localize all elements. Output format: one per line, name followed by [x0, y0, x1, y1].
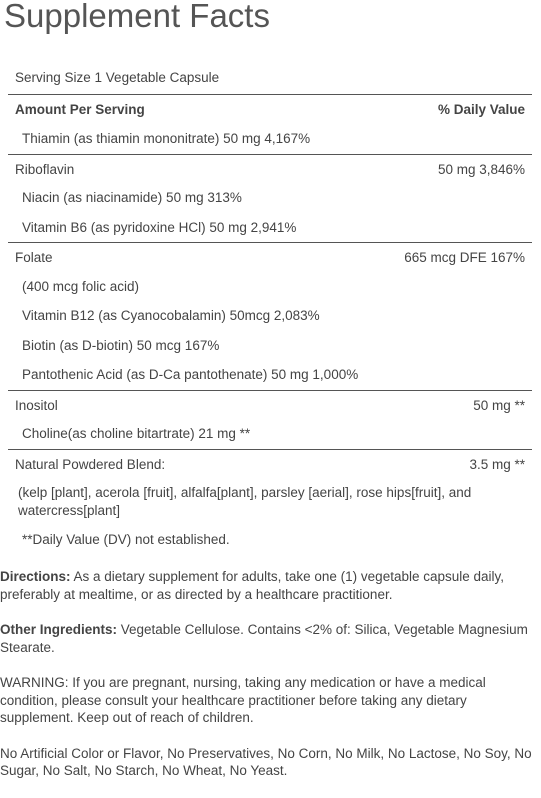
page-title: Supplement Facts [4, 0, 270, 34]
table-row-inositol [8, 390, 532, 420]
free-from: No Artificial Color or Flavor, No Preservatives, No Corn, No Milk, No Lactose, No Soy, No Sugar, No Salt, No Starch, No Wheat, No Yeast. [0, 745, 532, 778]
other-ingredients-text: Vegetable Cellulose. Contains <2% of: Silica, Vegetable Magnesium Stearate. [0, 622, 528, 655]
nutrient-folic-acid: (400 mcg folic acid) [22, 278, 140, 294]
directions-label: Directions: [0, 569, 71, 584]
directions [0, 568, 536, 603]
table-row-b6 [8, 213, 532, 243]
nutrient-niacin: Niacin (as niacinamide) 50 mg 313% [22, 190, 242, 205]
warning: WARNING: If you are pregnant, nursing, taking any medication or have a medical condition, please consult your healthcare practitioner before taking any dietary supplement. Keep out of reach of children. [0, 675, 486, 725]
table-row-b12 [8, 301, 532, 331]
dv-note: **Daily Value (DV) not established. [22, 532, 230, 547]
table-row-thiamin [8, 124, 532, 154]
table-row-blend [8, 449, 532, 479]
daily-value-label: % Daily Value [437, 102, 525, 117]
blend-value: 3.5 mg ** [469, 456, 525, 472]
nutrient-choline: Choline(as choline bitartrate) 21 mg ** [22, 426, 251, 441]
nutrient-inositol: Inositol [15, 397, 58, 413]
table-row-choline [8, 419, 532, 449]
table-row-folic-acid [8, 272, 532, 302]
table-row-biotin [8, 331, 532, 361]
table-row-pantothenic [8, 360, 532, 390]
table-row-niacin [8, 183, 532, 213]
nutrient-biotin: Biotin (as D-biotin) 50 mcg 167% [22, 337, 220, 353]
nutrient-thiamin: Thiamin (as thiamin mononitrate) 50 mg 4,167% [22, 131, 311, 146]
nutrient-vitamin-b12: Vitamin B12 (as Cyanocobalamin) 50mcg 2,083% [22, 308, 320, 323]
other-ingredients [0, 621, 536, 656]
label-notes [0, 568, 536, 798]
nutrient-riboflavin: Riboflavin [15, 161, 75, 177]
supplement-facts-panel [8, 62, 532, 555]
table-row-riboflavin [8, 154, 532, 184]
nutrient-vitamin-b6: Vitamin B6 (as pyridoxine HCl) 50 mg 2,941% [22, 219, 297, 235]
riboflavin-value: 50 mg 3,846% [437, 161, 525, 177]
nutrient-blend: Natural Powdered Blend: [15, 456, 166, 472]
folate-value: 665 mcg DFE 167% [404, 250, 525, 265]
table-header [8, 95, 532, 124]
blend-detail: (kelp [plant], acerola [fruit], alfalfa[plant], parsley [aerial], rose hips[fruit], and watercress[plant] [18, 485, 472, 518]
nutrient-folate: Folate [15, 250, 53, 265]
directions-text: As a dietary supplement for adults, take one (1) vegetable capsule daily, preferably at mealtime, or as directed by a healthcare practitioner. [0, 569, 505, 602]
nutrient-pantothenic-acid: Pantothenic Acid (as D-Ca pantothenate) 50 mg 1,000% [22, 367, 359, 382]
amount-per-serving-label: Amount Per Serving [15, 102, 145, 117]
dv-footnote [8, 525, 532, 555]
inositol-value: 50 mg ** [473, 397, 525, 413]
serving-size: Serving Size 1 Vegetable Capsule [15, 70, 220, 85]
other-ingredients-label: Other Ingredients: [0, 622, 118, 637]
table-row-folate [8, 242, 532, 272]
